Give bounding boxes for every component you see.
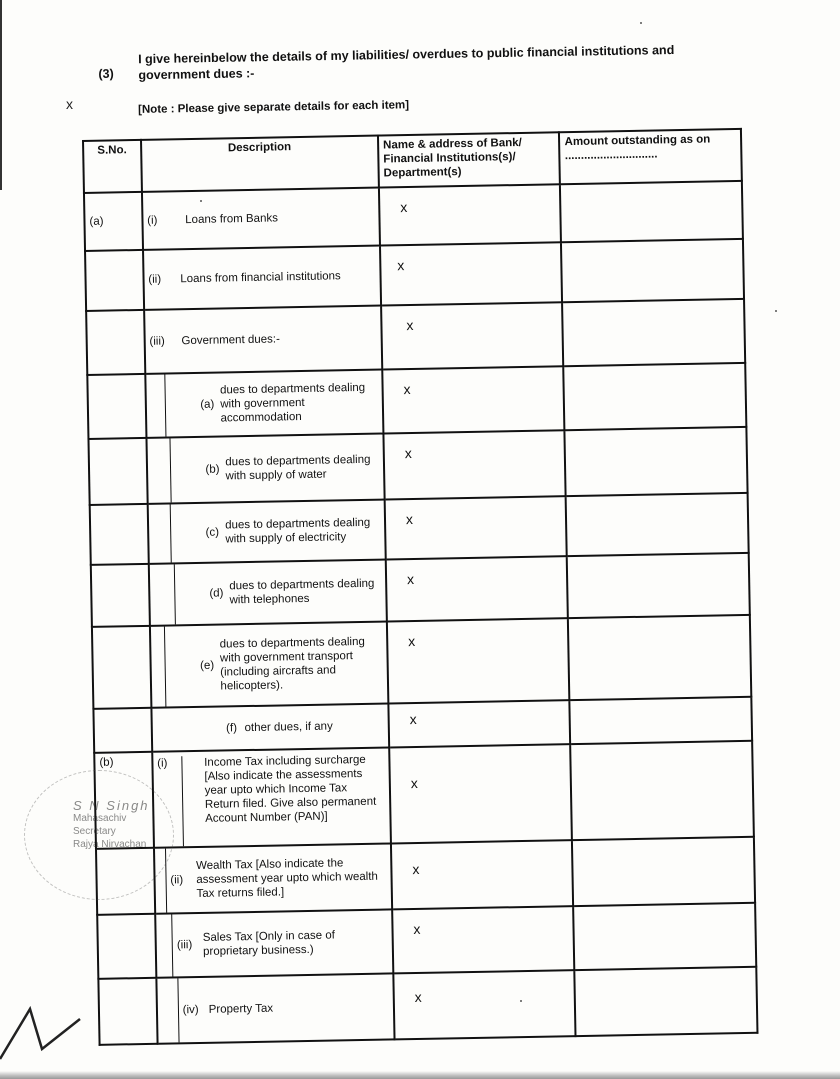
section-heading	[98, 41, 738, 83]
margin-tick-mark: x	[66, 96, 73, 112]
scan-bottom-edge	[0, 1071, 840, 1079]
row-amount	[570, 697, 752, 744]
row-index: (iii)	[149, 335, 165, 348]
row-index: (iii)	[176, 939, 193, 952]
row-name-address	[393, 970, 576, 1039]
cross-mark: x	[400, 199, 408, 216]
row-sno	[98, 978, 157, 1045]
liabilities-table-wrapper	[82, 128, 758, 1046]
liabilities-table	[82, 128, 758, 1046]
row-sno: (b)	[94, 752, 153, 849]
cross-mark: x	[409, 710, 417, 728]
header-name-address: Name & address of Bank/ Financial Institutions(s)/ Department(s)	[378, 132, 560, 187]
row-description	[156, 973, 394, 1043]
row-text: Loans from Banks	[185, 212, 279, 227]
cross-mark: x	[406, 570, 415, 588]
header-sno: S.No.	[83, 140, 142, 193]
table-row	[86, 299, 745, 375]
row-amount	[574, 903, 757, 970]
seal-line1: Mahasachiv	[73, 813, 127, 824]
row-sno	[97, 914, 156, 979]
row-name-address	[382, 366, 565, 433]
row-sub-index: (b)	[205, 463, 220, 476]
row-amount	[571, 741, 754, 840]
row-name-address	[379, 184, 562, 245]
row-amount	[568, 615, 751, 700]
cross-mark: x	[406, 316, 414, 334]
row-sub-index: (e)	[199, 659, 215, 672]
row-description	[142, 188, 380, 250]
row-name-address	[386, 556, 569, 621]
cross-mark: x	[408, 632, 416, 650]
row-description	[151, 703, 389, 751]
row-description	[149, 560, 387, 626]
row-sub-index: (f)	[226, 722, 238, 735]
row-text: other dues, if any	[244, 720, 333, 735]
row-name-address	[380, 242, 563, 305]
row-name-address	[385, 496, 568, 559]
row-sub-index: (d)	[209, 587, 224, 600]
row-name-address	[388, 700, 570, 747]
row-name-address	[389, 744, 572, 843]
table-row	[87, 363, 746, 439]
row-index: (i)	[157, 757, 168, 770]
row-sno	[86, 310, 145, 375]
cross-mark: x	[414, 988, 422, 1006]
row-name-address	[383, 430, 566, 499]
seal-line3: Rajya Nirvachan	[73, 839, 147, 850]
row-index: (i)	[147, 214, 158, 227]
table-row	[88, 427, 747, 505]
official-seal	[24, 770, 174, 900]
row-amount	[566, 493, 749, 556]
row-name-address	[387, 618, 570, 703]
section-note: [Note : Please give separate details for each item]	[138, 99, 410, 116]
row-sno	[93, 708, 152, 753]
row-text: Income Tax including surcharge [Also indicate the assessments year upto which Income Tax Return filed. Give also permanent Account Number (PAN)]	[204, 753, 377, 825]
row-description	[150, 621, 389, 707]
row-description	[147, 500, 385, 564]
table-row	[97, 903, 756, 979]
seal-name: S N Singh	[73, 798, 150, 813]
row-text: dues to departments dealing with supply of water	[225, 453, 371, 483]
row-description	[152, 747, 391, 847]
row-index: (ii)	[148, 273, 162, 286]
row-description	[146, 434, 384, 504]
table-row	[94, 741, 754, 849]
row-sub-index: (a)	[200, 398, 215, 411]
row-sno	[85, 250, 144, 311]
row-amount	[560, 181, 743, 242]
section-number: (3)	[98, 66, 114, 81]
row-amount	[565, 427, 748, 496]
row-name-address	[391, 840, 574, 909]
cross-mark: x	[405, 511, 414, 528]
row-sno	[90, 504, 149, 565]
row-text: dues to departments dealing with supply of electricity	[225, 516, 371, 546]
row-text: Loans from financial institutions	[180, 270, 341, 286]
row-description	[154, 843, 392, 913]
row-name-address	[392, 906, 575, 973]
row-amount	[572, 837, 755, 906]
row-description	[143, 246, 381, 310]
row-sno	[87, 374, 146, 439]
row-index: (ii)	[170, 874, 184, 887]
row-description	[144, 306, 382, 374]
table-row	[92, 615, 751, 709]
row-amount	[575, 967, 758, 1036]
header-amount-outstanding: Amount outstanding as on .............................	[559, 129, 741, 184]
row-text: Wealth Tax [Also indicate the assessment year upto which wealth Tax returns filed.]	[195, 857, 378, 901]
scan-edge	[0, 0, 2, 190]
row-name-address	[381, 302, 564, 369]
table-row	[98, 967, 757, 1045]
cross-mark: x	[397, 257, 405, 274]
cross-mark: x	[403, 381, 411, 398]
header-description: Description	[141, 136, 379, 192]
table-row	[96, 837, 755, 915]
row-amount	[564, 363, 747, 430]
row-amount	[567, 553, 750, 618]
cross-mark: x	[412, 860, 420, 878]
row-text: dues to departments dealing with telephones	[229, 577, 375, 607]
row-sno	[91, 564, 150, 627]
row-sub-index: (c)	[205, 526, 220, 539]
scan-corner-mark	[0, 989, 90, 1079]
section-text: I give hereinbelow the details of my liabilities/ overdues to public financial institutions and government dues :-	[138, 42, 675, 83]
row-text: Sales Tax [Only in case of proprietary business.)	[202, 929, 335, 958]
row-sno	[92, 626, 151, 709]
cross-mark: x	[404, 445, 412, 462]
row-sno	[88, 438, 147, 505]
row-text: dues to departments dealing with government transport (including aircrafts and helicopters).	[219, 635, 365, 693]
row-text: dues to departments dealing with government accommodation	[219, 381, 366, 425]
cross-mark: x	[413, 920, 421, 938]
row-text: Property Tax	[208, 1002, 274, 1016]
row-text: Government dues:-	[181, 333, 280, 348]
row-index: (iv)	[182, 1004, 199, 1017]
cross-mark: x	[410, 774, 418, 792]
row-description	[155, 909, 393, 977]
row-amount	[561, 239, 744, 302]
row-amount	[563, 299, 746, 366]
row-description	[145, 370, 383, 438]
seal-line2: Secretary	[73, 826, 116, 837]
row-sno: (a)	[84, 192, 143, 251]
